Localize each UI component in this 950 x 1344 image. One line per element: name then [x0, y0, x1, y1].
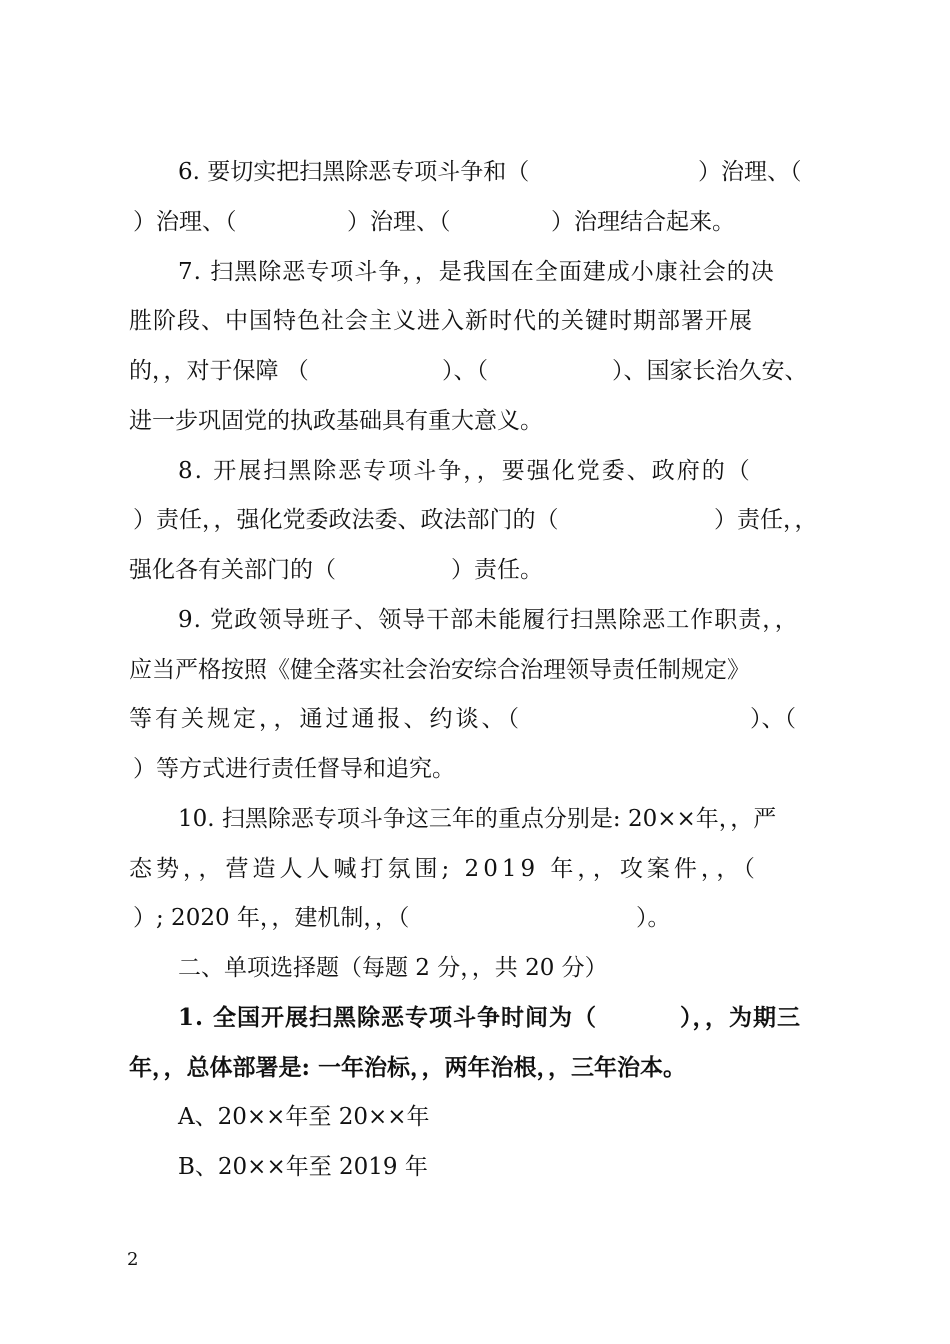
question-line: [0, 1048, 950, 1088]
text-segment: 9. 党政领导班子、领导干部未能履行扫黑除恶工作职责，，: [178, 607, 799, 633]
text-segment: ）治理结合起来。: [551, 209, 735, 235]
text-line: [0, 500, 950, 540]
text-line: [0, 749, 950, 789]
text-segment: 强化各有关部门的（: [129, 557, 336, 583]
text-segment: ）。: [636, 905, 671, 931]
text-segment: ），，为期三: [680, 1004, 801, 1031]
text-segment: 的，，对于保障 （: [129, 358, 309, 384]
text-segment: 等有关规定，，通过通报、约谈、（: [129, 706, 522, 732]
text-segment: ）、（: [442, 358, 488, 384]
text-line: [0, 252, 950, 292]
text-line: [0, 301, 950, 341]
text-line: [0, 401, 950, 441]
text-segment: B、20××年至 2019 年: [178, 1154, 428, 1180]
text-line: [0, 202, 950, 242]
text-segment: 6. 要切实把扫黑除恶专项斗争和（: [178, 159, 530, 185]
text-segment: ）治理、（: [133, 209, 237, 235]
text-segment: 1. 全国开展扫黑除恶专项斗争时间为（: [178, 1004, 598, 1031]
text-segment: 应当严格按照《健全落实社会治安综合治理领导责任制规定》: [129, 657, 750, 683]
text-segment: 年，，总体部署是: 一年治标，，两年治根，，三年治本。: [129, 1054, 686, 1081]
text-line: [0, 849, 950, 889]
text-line: [0, 898, 950, 938]
text-line: [0, 152, 950, 192]
text-segment: 胜阶段、中国特色社会主义进入新时代的关键时期部署开展: [129, 308, 753, 334]
text-segment: ）、（: [750, 706, 796, 732]
text-segment: ）治理、（: [347, 209, 451, 235]
page-number: 2: [127, 1249, 139, 1270]
text-segment: A、20××年至 20××年: [178, 1104, 430, 1130]
text-segment: 10. 扫黑除恶专项斗争这三年的重点分别是: 20××年，，严: [178, 806, 777, 832]
text-segment: ）责任。: [451, 557, 543, 583]
text-segment: ）、国家长治久安、: [612, 358, 808, 384]
text-line: [0, 699, 950, 739]
text-segment: ）责任，，: [714, 507, 818, 533]
text-line: [0, 600, 950, 640]
question-line: [0, 998, 950, 1038]
text-segment: 8. 开展扫黑除恶专项斗争，，要强化党委、政府的（: [178, 458, 752, 484]
text-segment: 7. 扫黑除恶专项斗争，，是我国在全面建成小康社会的决: [178, 259, 775, 285]
text-line: [0, 650, 950, 690]
text-line: [0, 799, 950, 839]
text-line: [0, 451, 950, 491]
text-segment: 态势，，营造人人喊打氛围; 2019 年，，攻案件，，（: [129, 856, 759, 882]
text-segment: ）责任，，强化党委政法委、政法部门的（: [133, 507, 559, 533]
text-segment: ）; 2020 年，，建机制，，（: [133, 905, 410, 931]
option-a: [0, 1097, 950, 1137]
section-heading: [0, 948, 950, 988]
text-segment: ）治理、（: [698, 159, 802, 185]
text-line: [0, 550, 950, 590]
option-b: [0, 1147, 950, 1187]
text-segment: 进一步巩固党的执政基础具有重大意义。: [129, 408, 543, 434]
text-segment: ）等方式进行责任督导和追究。: [133, 756, 455, 782]
text-line: [0, 351, 950, 391]
text-segment: 二、单项选择题（每题 2 分，，共 20 分）: [178, 955, 608, 981]
